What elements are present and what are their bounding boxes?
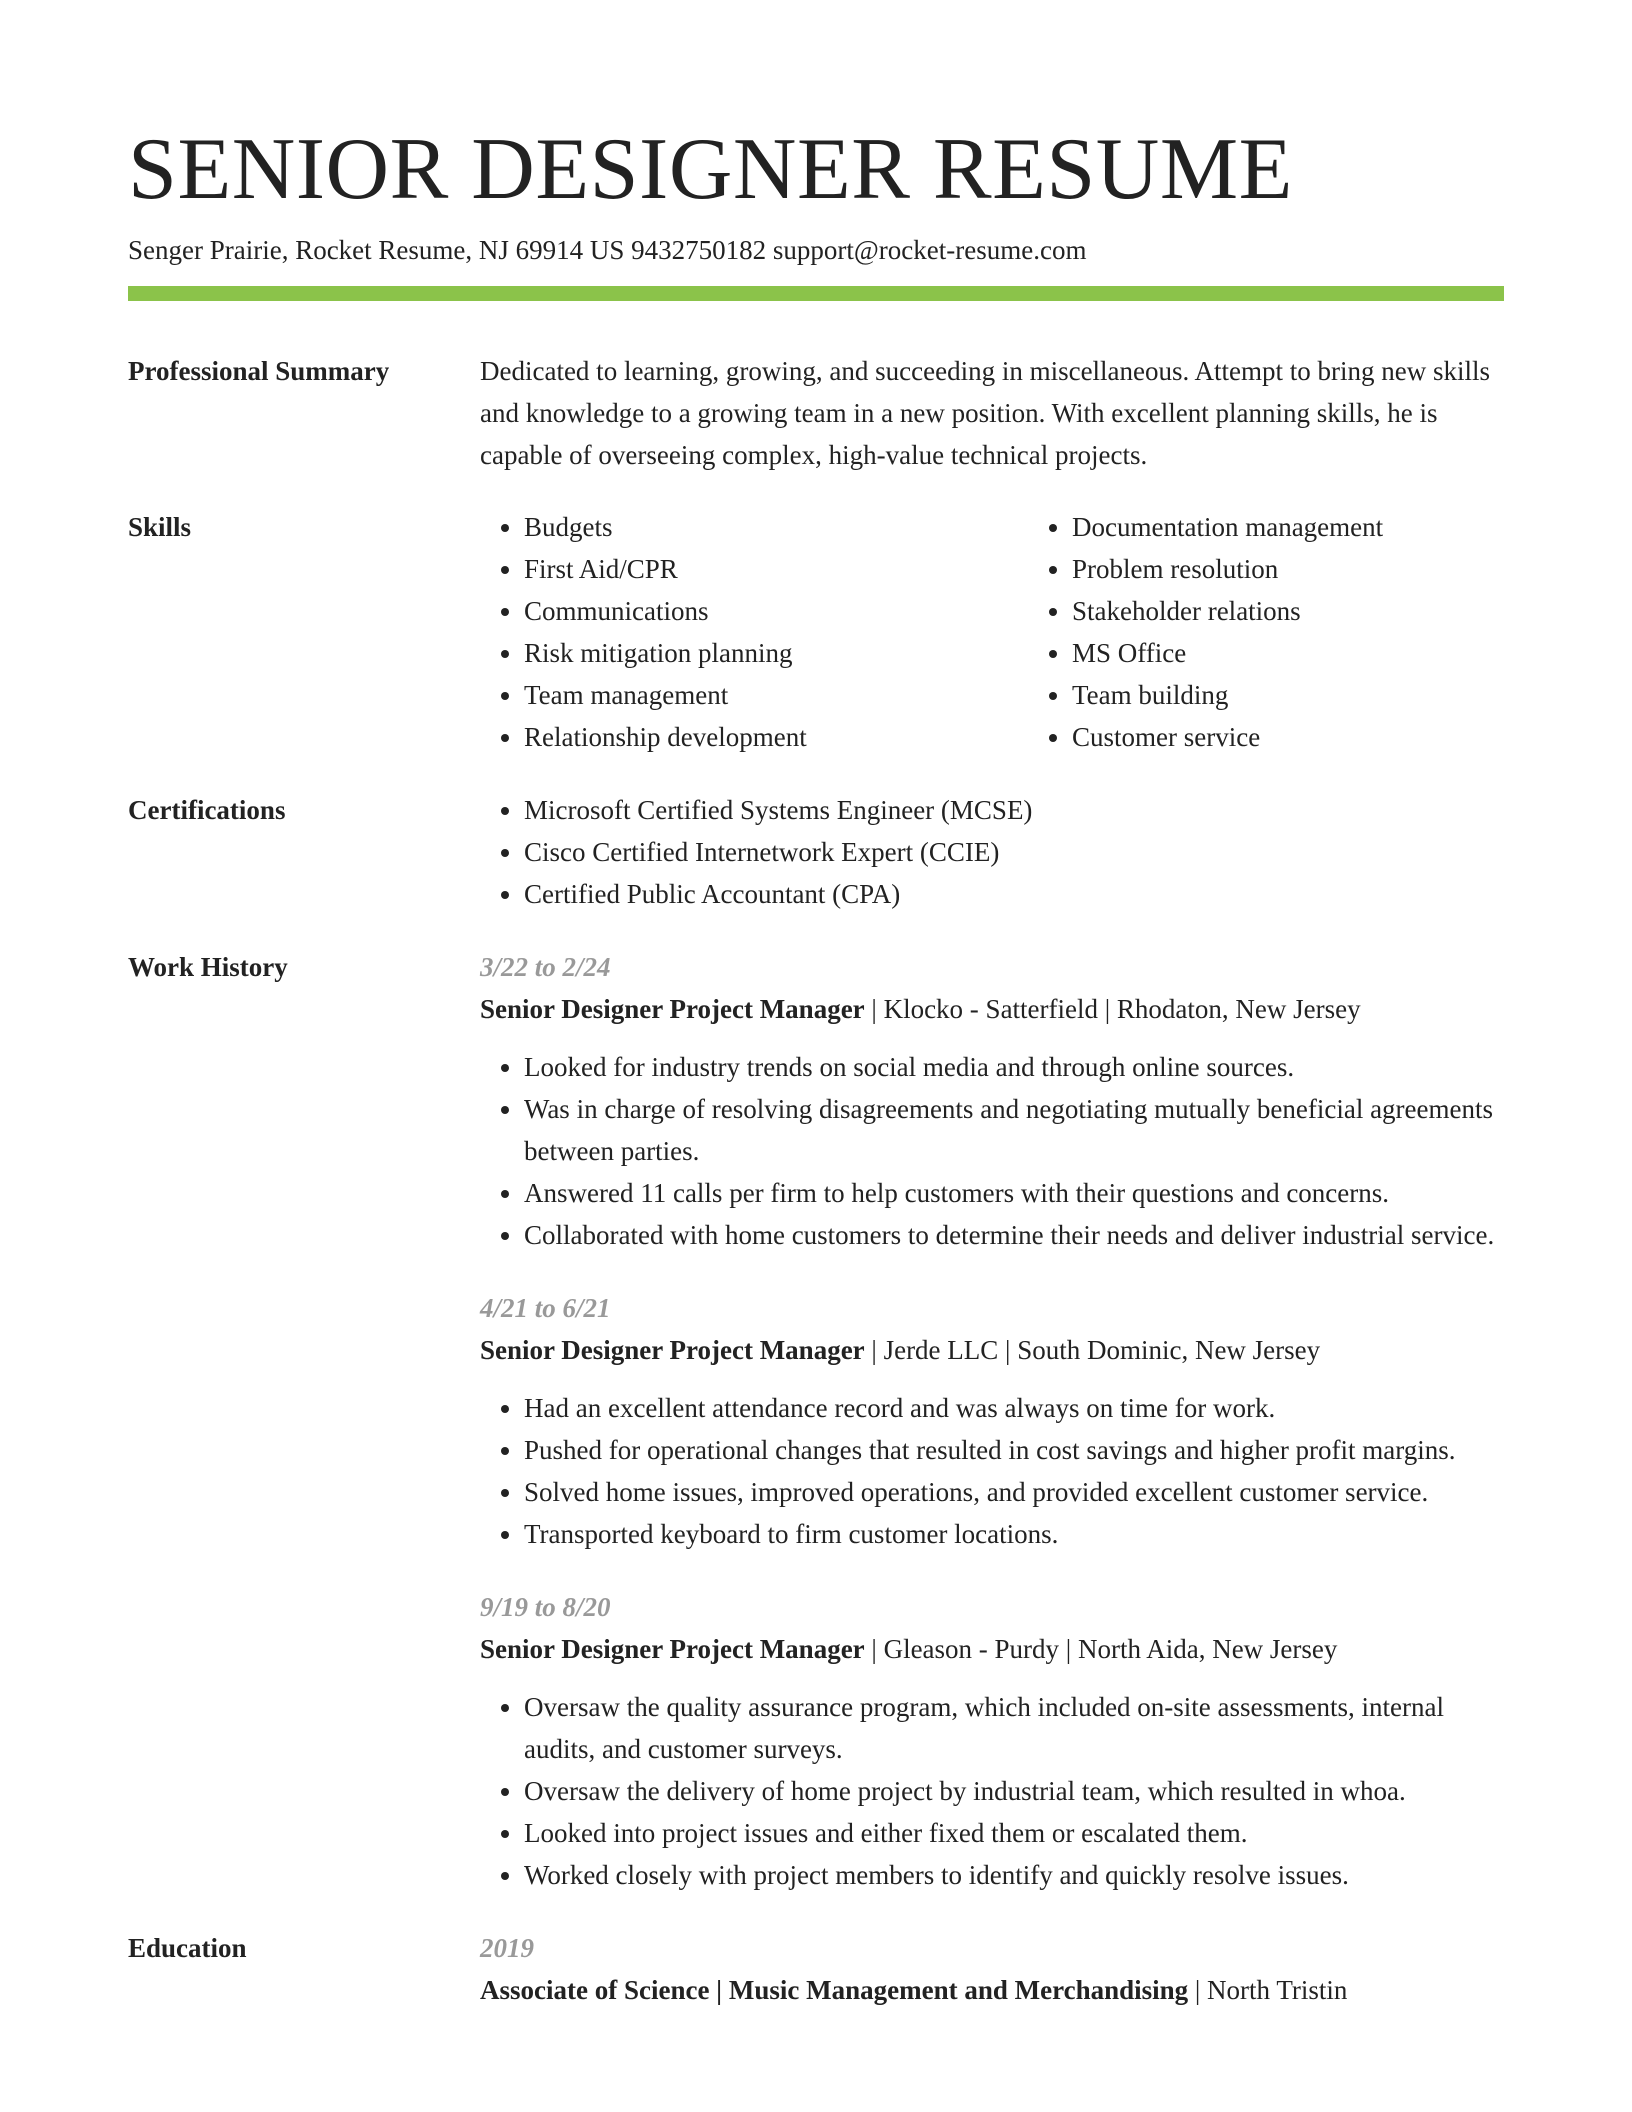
job-bullet: • Looked into project issues and either fixed them or escalated them. (524, 1812, 1504, 1854)
job-bullets (480, 1686, 1504, 1896)
skill-item: • Problem resolution (1072, 548, 1576, 590)
job-bullets (480, 1387, 1504, 1555)
summary-text: Dedicated to learning, growing, and succeeding in miscellaneous. Attempt to bring new skills and knowledge to a growing team in a new position. With excellent planning skills, he is capable of overseeing complex, high-value technical projects. (480, 356, 1491, 470)
job-bullet: • Was in charge of resolving disagreements and negotiating mutually beneficial agreements between parties. (524, 1088, 1504, 1172)
skill-item: • Stakeholder relations (1072, 590, 1576, 632)
section-education (128, 1927, 1504, 2011)
certification-item: • Microsoft Certified Systems Engineer (MCSE) (524, 789, 1504, 831)
skill-item: • Documentation management (1072, 506, 1576, 548)
job-bullet: • Oversaw the delivery of home project by industrial team, which resulted in whoa. (524, 1770, 1504, 1812)
education-heading (480, 1969, 1504, 2011)
section-label-summary: Professional Summary (128, 356, 390, 386)
job-entry (480, 1586, 1504, 1896)
job-heading (480, 988, 1504, 1030)
job-bullet: • Oversaw the quality assurance program, which included on-site assessments, internal audits, and customer surveys. (524, 1686, 1504, 1770)
job-bullet: • Looked for industry trends on social media and through online sources. (524, 1046, 1504, 1088)
job-bullets (480, 1046, 1504, 1256)
job-dates: 4/21 to 6/21 (480, 1293, 611, 1323)
job-bullet: • Pushed for operational changes that resulted in cost savings and higher profit margins. (524, 1429, 1504, 1471)
job-entry (480, 1287, 1504, 1555)
resume-body (128, 350, 1504, 2011)
job-title: Senior Designer Project Manager (480, 1335, 865, 1365)
section-label-skills: Skills (128, 512, 192, 542)
skills-list-col1 (480, 506, 1028, 758)
job-entry (480, 946, 1504, 1256)
job-bullet: • Answered 11 calls per firm to help customers with their questions and concerns. (524, 1172, 1504, 1214)
skill-item: • Team building (1072, 674, 1576, 716)
job-company-location: | Klocko - Satterfield | Rhodaton, New Jersey (864, 994, 1361, 1024)
job-dates: 3/22 to 2/24 (480, 952, 611, 982)
skill-item: • Customer service (1072, 716, 1576, 758)
job-heading (480, 1628, 1504, 1670)
section-label-education: Education (128, 1933, 247, 1963)
section-summary (128, 350, 1504, 476)
section-label-work-history: Work History (128, 952, 288, 982)
page-title: SENIOR DESIGNER RESUME (128, 121, 1293, 218)
job-bullet: • Had an excellent attendance record and was always on time for work. (524, 1387, 1504, 1429)
certifications-list (480, 789, 1504, 915)
job-bullet: • Worked closely with project members to identify and quickly resolve issues. (524, 1854, 1504, 1896)
job-bullet: • Collaborated with home customers to determine their needs and deliver industrial service. (524, 1214, 1504, 1256)
contact-line: Senger Prairie, Rocket Resume, NJ 69914 US 9432750182 support@rocket-resume.com (128, 235, 1087, 265)
job-dates: 9/19 to 8/20 (480, 1592, 611, 1622)
skill-item: • Communications (524, 590, 1028, 632)
section-certifications (128, 789, 1504, 915)
section-skills (128, 506, 1504, 758)
job-bullet: • Solved home issues, improved operations, and provided excellent customer service. (524, 1471, 1504, 1513)
certification-item: • Cisco Certified Internetwork Expert (CCIE) (524, 831, 1504, 873)
job-company-location: | Jerde LLC | South Dominic, New Jersey (864, 1335, 1321, 1365)
job-bullet: • Transported keyboard to firm customer locations. (524, 1513, 1504, 1555)
job-heading (480, 1329, 1504, 1371)
section-work-history (128, 946, 1504, 1896)
certification-item: • Certified Public Accountant (CPA) (524, 873, 1504, 915)
skill-item: • MS Office (1072, 632, 1576, 674)
job-title: Senior Designer Project Manager (480, 994, 865, 1024)
skills-list-col2 (1028, 506, 1576, 758)
skill-item: • Budgets (524, 506, 1028, 548)
section-label-certifications: Certifications (128, 795, 286, 825)
skill-item: • Team management (524, 674, 1028, 716)
accent-divider (128, 286, 1504, 301)
job-company-location: | Gleason - Purdy | North Aida, New Jersey (864, 1634, 1338, 1664)
education-year: 2019 (480, 1933, 534, 1963)
education-degree: Associate of Science | Music Management and Merchandising (480, 1975, 1189, 2005)
education-location: | North Tristin (1188, 1975, 1348, 2005)
job-title: Senior Designer Project Manager (480, 1634, 865, 1664)
skill-item: • Risk mitigation planning (524, 632, 1028, 674)
skill-item: • Relationship development (524, 716, 1028, 758)
skill-item: • First Aid/CPR (524, 548, 1028, 590)
